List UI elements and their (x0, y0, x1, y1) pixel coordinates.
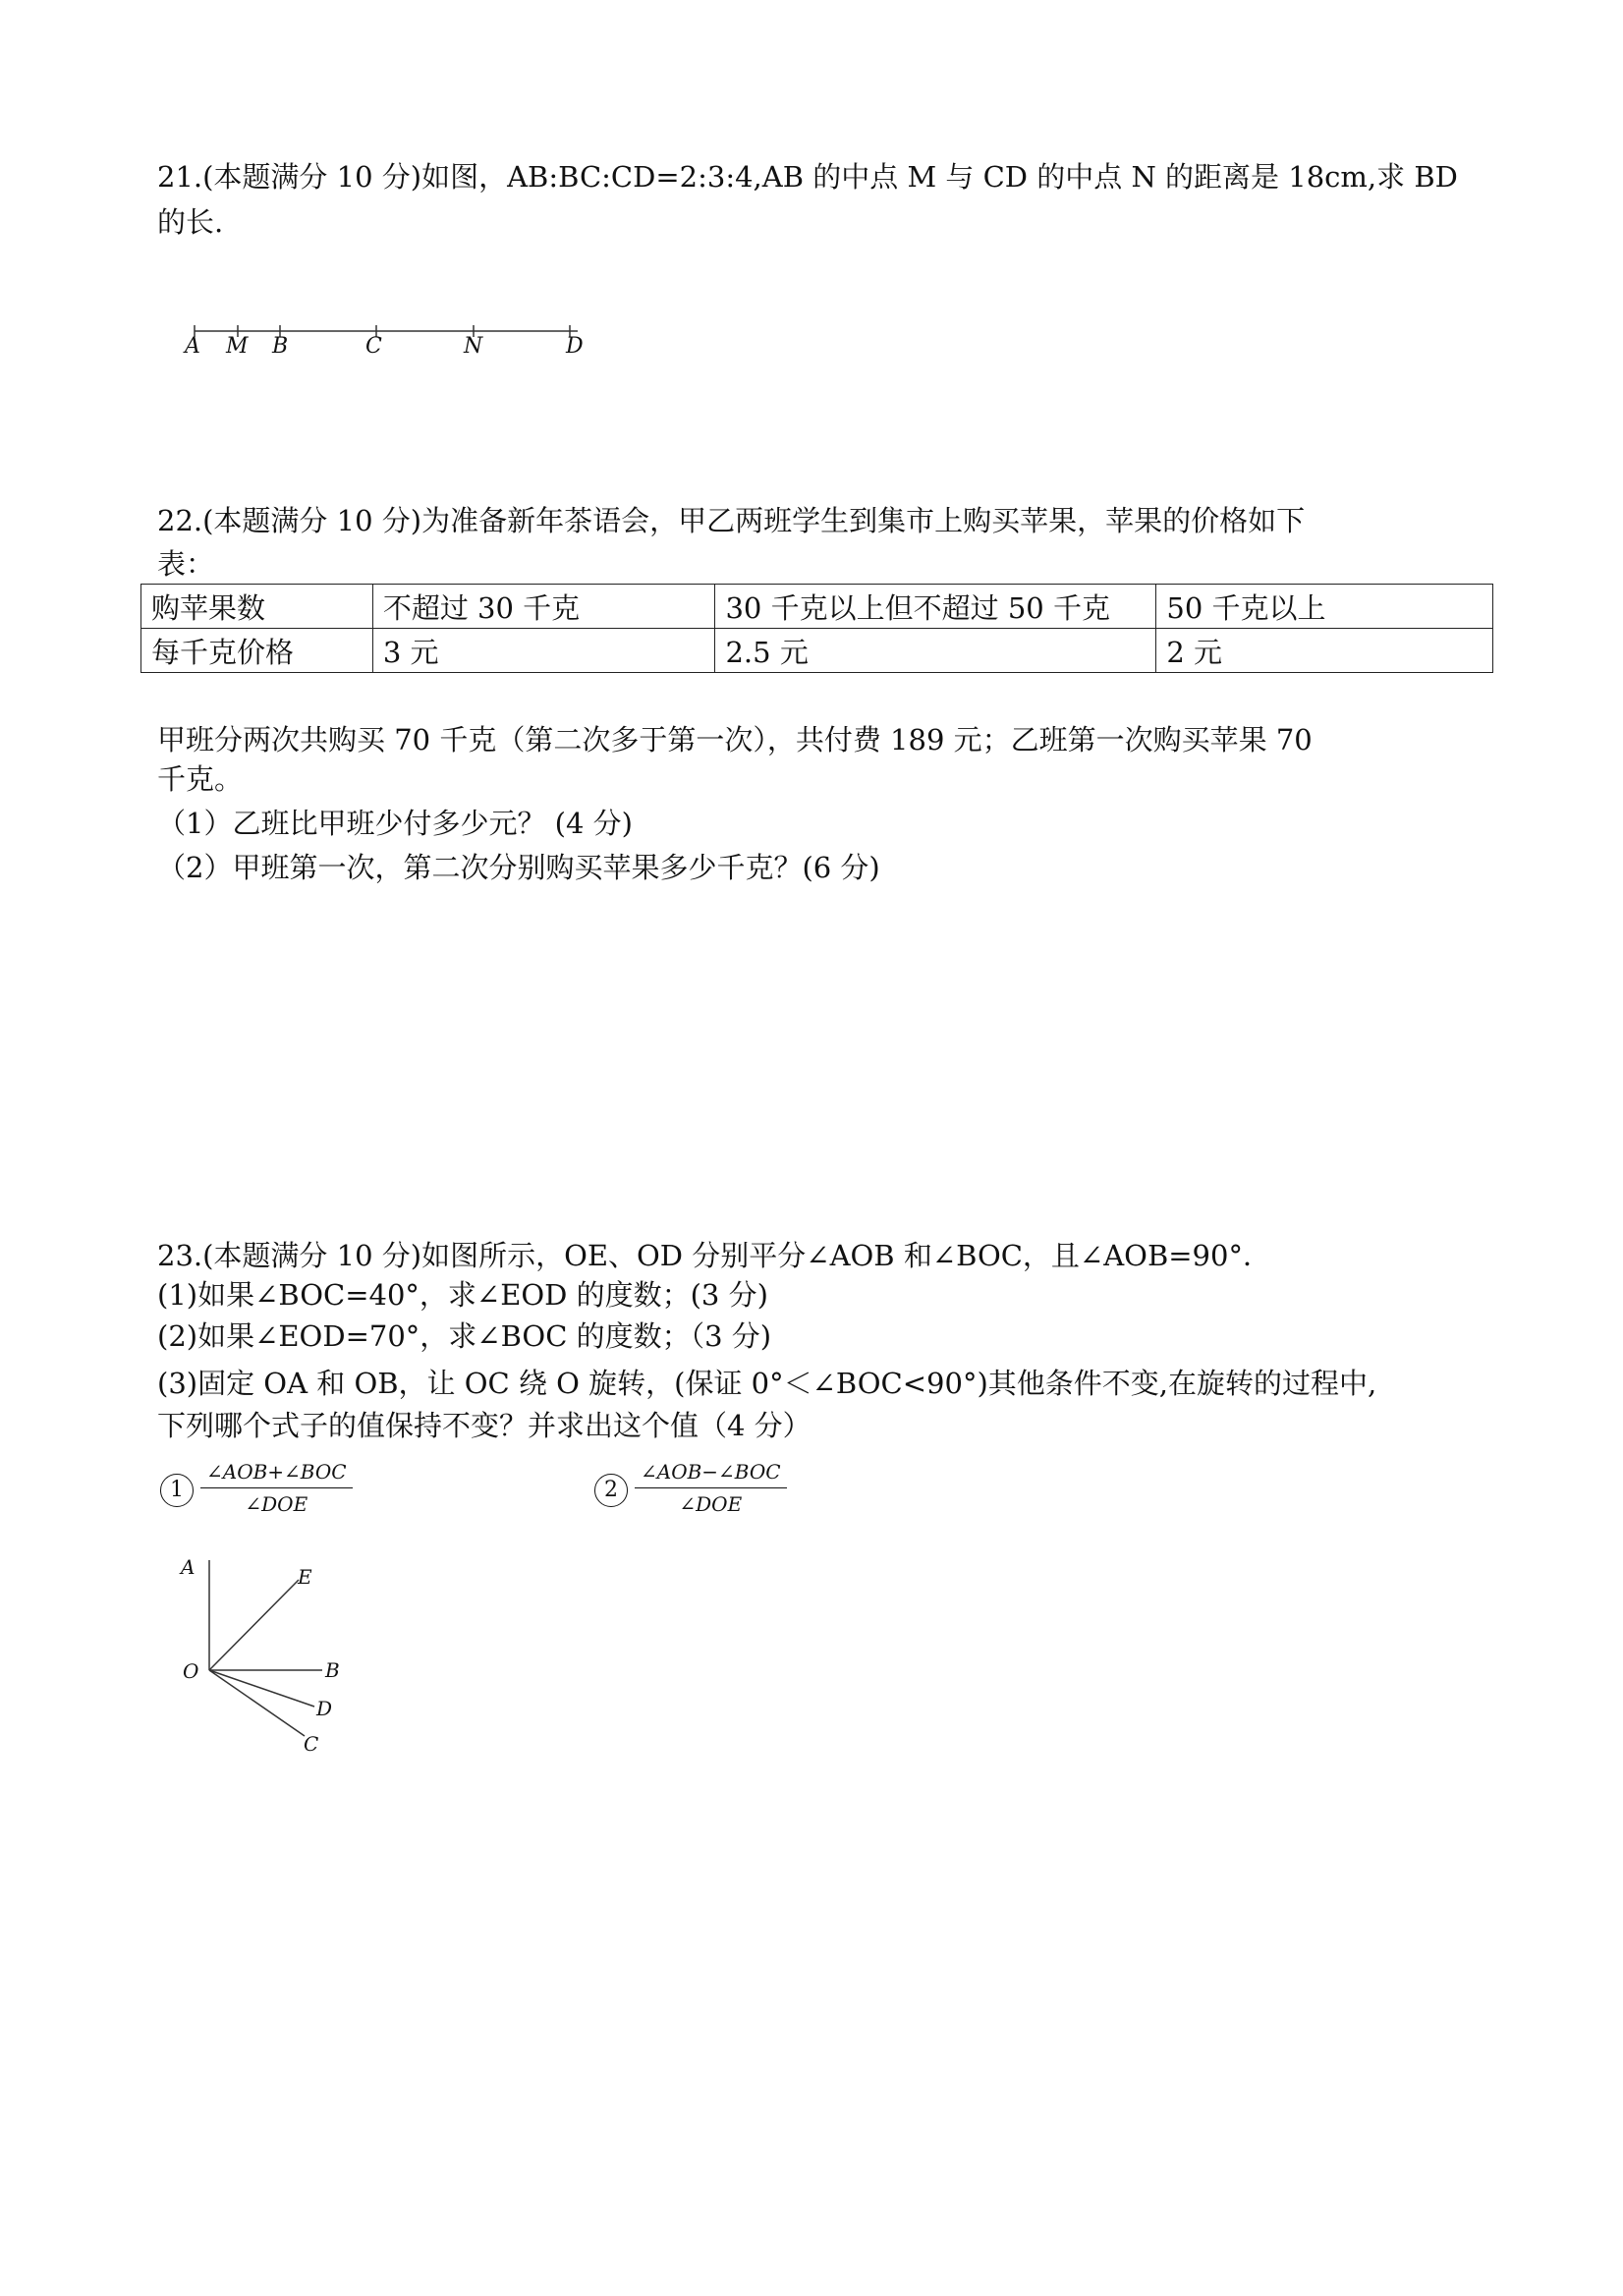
point-label-e: E (298, 1565, 312, 1589)
q22-text-line2: 表： (157, 547, 215, 581)
table-cell: 购苹果数 (141, 585, 373, 629)
circled-number-1: 1 (160, 1474, 194, 1507)
q21-text-line1: 21.(本题满分 10 分)如图，AB:BC:CD=2:3:4,AB 的中点 M 与 CD 的中点 N 的距离是 18cm,求 BD (157, 160, 1458, 194)
point-label-d: D (316, 1697, 333, 1720)
q22-subquestion-2: （2）甲班第一次，第二次分别购买苹果多少千克？(6 分) (157, 851, 880, 884)
fraction-2-numerator: ∠AOB−∠BOC (635, 1460, 787, 1488)
fraction-2-denominator: ∠DOE (679, 1492, 743, 1516)
segment-diagram (187, 319, 599, 359)
table-cell: 2.5 元 (715, 629, 1156, 673)
q22-paragraph-line2: 千克。 (157, 762, 244, 796)
fraction-1 (200, 1460, 353, 1516)
point-label-c: C (365, 334, 382, 359)
table-row (141, 585, 1493, 629)
table-cell: 50 千克以上 (1156, 585, 1493, 629)
fraction-1-denominator: ∠DOE (245, 1492, 308, 1516)
point-label-b: B (325, 1658, 340, 1682)
table-row (141, 629, 1493, 673)
q21-text-line2: 的长. (157, 205, 224, 239)
q23-subquestion-3-line2: 下列哪个式子的值保持不变？并求出这个值（4 分） (157, 1409, 812, 1442)
table-cell: 不超过 30 千克 (372, 585, 715, 629)
angle-diagram (167, 1542, 364, 1768)
table-cell: 2 元 (1156, 629, 1493, 673)
fraction-2 (635, 1460, 787, 1516)
ray-oe (209, 1580, 299, 1670)
point-label-b: B (272, 334, 289, 359)
price-table (140, 584, 1493, 673)
point-label-m: M (226, 334, 249, 359)
q23-text-line1: 23.(本题满分 10 分)如图所示，OE、OD 分别平分∠AOB 和∠BOC，且∠AOB=90°． (157, 1239, 1271, 1272)
q23-subquestion-1: (1)如果∠BOC=40°，求∠EOD 的度数；(3 分) (157, 1278, 768, 1312)
point-label-c: C (304, 1732, 319, 1756)
q22-paragraph-line1: 甲班分两次共购买 70 千克（第二次多于第一次），共付费 189 元；乙班第一次购买苹果 70 (157, 723, 1313, 756)
point-label-n: N (464, 334, 483, 359)
point-label-o: O (183, 1659, 199, 1683)
circled-number-2: 2 (594, 1474, 628, 1507)
point-label-d: D (566, 334, 584, 359)
q23-subquestion-3-line1: (3)固定 OA 和 OB，让 OC 绕 O 旋转，(保证 0°＜∠BOC<90°)其他条件不变,在旋转的过程中, (157, 1367, 1377, 1400)
point-label-a: A (185, 334, 200, 359)
q22-text-line1: 22.(本题满分 10 分)为准备新年茶语会，甲乙两班学生到集市上购买苹果，苹果的价格如下 (157, 504, 1306, 537)
point-label-a: A (181, 1555, 196, 1579)
table-cell: 30 千克以上但不超过 50 千克 (715, 585, 1156, 629)
q23-subquestion-2: (2)如果∠EOD=70°，求∠BOC 的度数；（3 分) (157, 1319, 772, 1353)
ray-od (209, 1670, 314, 1707)
table-cell: 3 元 (372, 629, 715, 673)
q22-subquestion-1: （1）乙班比甲班少付多少元？ (4 分) (157, 807, 633, 840)
fraction-1-numerator: ∠AOB+∠BOC (200, 1460, 353, 1488)
ray-oc (209, 1670, 305, 1736)
table-cell: 每千克价格 (141, 629, 373, 673)
